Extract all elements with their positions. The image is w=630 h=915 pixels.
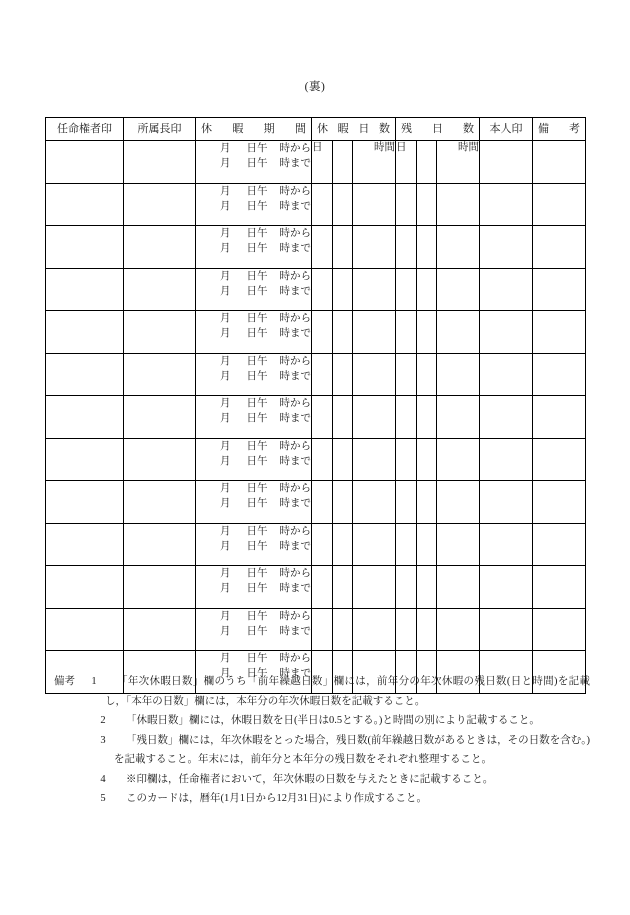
cell-remaining-hours-value[interactable] xyxy=(437,481,480,524)
cell-remaining-days-value[interactable] xyxy=(396,396,417,439)
cell-person-seal[interactable] xyxy=(480,183,533,226)
note-text: このカードは，暦年(1月1日から12月31日)により作成すること。 xyxy=(126,793,427,804)
cell-remaining-days-half[interactable] xyxy=(417,523,437,566)
note-number: 4 xyxy=(100,773,106,785)
unit-hours-label: 時間 xyxy=(458,142,480,153)
cell-remaining-days-half[interactable] xyxy=(417,141,437,184)
unit-days-label: 日 xyxy=(396,142,407,153)
cell-leave-hours-value[interactable] xyxy=(353,438,396,481)
table-row[interactable] xyxy=(46,141,586,184)
cell-leave-hours-value[interactable] xyxy=(353,268,396,311)
period-day-label: 日午 xyxy=(246,185,268,197)
period-day-label: 日午 xyxy=(246,610,268,622)
cell-appointer-seal[interactable] xyxy=(46,268,124,311)
cell-supervisor-seal[interactable] xyxy=(124,396,196,439)
period-month-label: 月 xyxy=(220,583,231,594)
period-time-label: 時まで xyxy=(279,455,311,467)
note-number: 3 xyxy=(100,734,106,746)
cell-remaining-days-value[interactable] xyxy=(396,523,417,566)
period-time-label: 時から xyxy=(279,228,311,239)
period-time-label: 時まで xyxy=(279,668,311,679)
period-month-label: 月 xyxy=(220,398,231,409)
cell-remaining-hours-value[interactable] xyxy=(437,608,480,651)
period-line-2 xyxy=(196,241,311,256)
table-row[interactable] xyxy=(46,608,586,651)
note-text: 「休暇日数」欄には，休暇日数を日(半日は0.5とする。)と時間の別により記載すること。 xyxy=(126,715,540,726)
cell-leave-days-half[interactable] xyxy=(333,141,353,184)
period-day-label: 日午 xyxy=(246,583,268,594)
period-month-label: 月 xyxy=(220,568,231,579)
header-leave-days-label: 休暇日数 xyxy=(317,123,391,135)
cell-remarks[interactable] xyxy=(533,438,586,481)
cell-remaining-days-value[interactable] xyxy=(396,481,417,524)
cell-person-seal[interactable] xyxy=(480,226,533,269)
period-line-1 xyxy=(196,481,311,496)
note-text: 「残日数」欄には，年次休暇をとった場合，残日数(前年繰越日数があるときは，その日数を含む。)を記載すること。年末には，前年分と本年分の残日数をそれぞれ整理すること。 xyxy=(114,734,590,765)
note-number: 1 xyxy=(91,676,97,687)
header-leave-period xyxy=(196,118,312,141)
period-line-2 xyxy=(196,624,311,639)
period-day-label: 日午 xyxy=(246,313,268,324)
cell-leave-period[interactable] xyxy=(196,438,312,481)
cell-leave-hours-value[interactable] xyxy=(353,608,396,651)
cell-appointer-seal[interactable] xyxy=(46,141,124,184)
cell-leave-days-value[interactable] xyxy=(312,608,333,651)
header-remaining-days-label: 残日数 xyxy=(401,123,475,135)
period-month-label: 月 xyxy=(220,285,231,297)
cell-remaining-hours-value[interactable] xyxy=(437,353,480,396)
period-month-label: 月 xyxy=(220,625,231,637)
period-month-label: 月 xyxy=(220,483,231,494)
table-row[interactable] xyxy=(46,481,586,524)
cell-remaining-days-half[interactable] xyxy=(417,396,437,439)
period-line-2 xyxy=(196,539,311,554)
cell-leave-days-half[interactable] xyxy=(333,353,353,396)
cell-supervisor-seal[interactable] xyxy=(124,268,196,311)
cell-remarks[interactable] xyxy=(533,481,586,524)
period-month-label: 月 xyxy=(220,498,231,509)
cell-leave-period[interactable] xyxy=(196,183,312,226)
period-month-label: 月 xyxy=(220,370,231,382)
cell-leave-period[interactable] xyxy=(196,481,312,524)
cell-leave-hours-value[interactable] xyxy=(353,141,396,184)
cell-person-seal[interactable] xyxy=(480,523,533,566)
period-line-2 xyxy=(196,199,311,214)
period-month-label: 月 xyxy=(220,653,231,664)
cell-leave-period[interactable] xyxy=(196,311,312,354)
period-month-label: 月 xyxy=(220,610,231,622)
cell-remaining-days-value[interactable] xyxy=(396,226,417,269)
cell-remaining-days-value[interactable] xyxy=(396,183,417,226)
period-day-label: 日午 xyxy=(246,243,268,254)
period-month-label: 月 xyxy=(220,185,231,197)
cell-remarks[interactable] xyxy=(533,311,586,354)
note-item xyxy=(92,711,590,731)
header-supervisor-seal xyxy=(124,118,196,141)
period-day-label: 日午 xyxy=(246,200,268,212)
cell-leave-hours-value[interactable] xyxy=(353,311,396,354)
period-month-label: 月 xyxy=(220,540,231,552)
cell-leave-days-half[interactable] xyxy=(333,608,353,651)
cell-leave-days-half[interactable] xyxy=(333,311,353,354)
note-text: 「年次休暇日数」欄のうち「前年繰越日数」欄には，前年分の年次休暇の残日数(日と時間)を記載し，「本年の日数」欄には，本年分の年次休暇日数を記載すること。 xyxy=(105,676,590,707)
note-text: ※印欄は，任命権者において，年次休暇の日数を与えたときに記載すること。 xyxy=(126,773,494,785)
cell-leave-period[interactable] xyxy=(196,566,312,609)
header-person-seal-label: 本人印 xyxy=(489,123,523,135)
unit-hours-label: 時間 xyxy=(374,142,396,153)
period-line-2 xyxy=(196,156,311,171)
period-line-2 xyxy=(196,496,311,511)
cell-person-seal[interactable] xyxy=(480,311,533,354)
period-line-1 xyxy=(196,439,311,454)
period-time-label: 時から xyxy=(279,270,311,282)
cell-remaining-hours-value[interactable] xyxy=(437,226,480,269)
period-month-label: 月 xyxy=(220,270,231,282)
cell-remarks[interactable] xyxy=(533,566,586,609)
period-day-label: 日午 xyxy=(246,568,268,579)
cell-leave-period[interactable] xyxy=(196,141,312,184)
cell-supervisor-seal[interactable] xyxy=(124,353,196,396)
cell-remaining-days-value[interactable] xyxy=(396,608,417,651)
period-time-label: 時から xyxy=(279,610,311,622)
period-day-label: 日午 xyxy=(246,370,268,382)
period-time-label: 時まで xyxy=(279,413,311,424)
period-day-label: 日午 xyxy=(246,440,268,452)
period-month-label: 月 xyxy=(220,200,231,212)
cell-remaining-days-half[interactable] xyxy=(417,438,437,481)
header-supervisor-seal-label: 所属長印 xyxy=(137,123,182,135)
cell-leave-days-value[interactable] xyxy=(312,481,333,524)
cell-leave-hours-value[interactable] xyxy=(353,481,396,524)
period-day-label: 日午 xyxy=(246,483,268,494)
period-time-label: 時から xyxy=(279,355,311,367)
cell-remarks[interactable] xyxy=(533,268,586,311)
period-line-1 xyxy=(196,609,311,624)
cell-leave-days-half[interactable] xyxy=(333,183,353,226)
cell-remaining-days-value[interactable] xyxy=(396,141,417,184)
period-day-label: 日午 xyxy=(246,355,268,367)
period-month-label: 月 xyxy=(220,440,231,452)
period-time-label: 時まで xyxy=(279,625,311,637)
period-line-1 xyxy=(196,651,311,666)
cell-leave-hours-value[interactable] xyxy=(353,566,396,609)
cell-appointer-seal[interactable] xyxy=(46,523,124,566)
period-day-label: 日午 xyxy=(246,328,268,339)
period-time-label: 時から xyxy=(279,483,311,494)
period-month-label: 月 xyxy=(220,243,231,254)
cell-leave-days-value[interactable] xyxy=(312,141,333,184)
period-line-1 xyxy=(196,566,311,581)
cell-remaining-hours-value[interactable] xyxy=(437,438,480,481)
cell-leave-period[interactable] xyxy=(196,523,312,566)
cell-leave-days-value[interactable] xyxy=(312,311,333,354)
period-time-label: 時から xyxy=(279,398,311,409)
cell-supervisor-seal[interactable] xyxy=(124,523,196,566)
period-day-label: 日午 xyxy=(246,653,268,664)
period-month-label: 月 xyxy=(220,228,231,239)
table-row[interactable] xyxy=(46,268,586,311)
cell-remarks[interactable] xyxy=(533,226,586,269)
period-time-label: 時まで xyxy=(279,285,311,297)
page-title: (裏) xyxy=(304,81,326,93)
cell-remaining-hours-value[interactable] xyxy=(437,183,480,226)
cell-remaining-days-half[interactable] xyxy=(417,566,437,609)
cell-remaining-days-value[interactable] xyxy=(396,353,417,396)
cell-leave-hours-value[interactable] xyxy=(353,183,396,226)
cell-remaining-days-value[interactable] xyxy=(396,311,417,354)
period-line-2 xyxy=(196,326,311,341)
period-time-label: 時から xyxy=(279,440,311,452)
cell-remaining-hours-value[interactable] xyxy=(437,566,480,609)
cell-supervisor-seal[interactable] xyxy=(124,311,196,354)
cell-leave-period[interactable] xyxy=(196,396,312,439)
cell-remaining-days-value[interactable] xyxy=(396,566,417,609)
table-header-row xyxy=(46,118,586,141)
header-leave-period-label: 休暇期間 xyxy=(201,123,306,135)
header-leave-days xyxy=(312,118,396,141)
period-time-label: 時まで xyxy=(279,498,311,509)
period-day-label: 日午 xyxy=(246,143,268,154)
table-body xyxy=(46,141,586,694)
cell-remaining-days-half[interactable] xyxy=(417,268,437,311)
cell-leave-period[interactable] xyxy=(196,353,312,396)
cell-person-seal[interactable] xyxy=(480,481,533,524)
period-line-1 xyxy=(196,396,311,411)
cell-leave-days-value[interactable] xyxy=(312,566,333,609)
period-line-1 xyxy=(196,311,311,326)
cell-leave-days-value[interactable] xyxy=(312,268,333,311)
notes-label: 備考 xyxy=(54,676,75,687)
period-month-label: 月 xyxy=(220,455,231,467)
table-row[interactable] xyxy=(46,523,586,566)
cell-appointer-seal[interactable] xyxy=(46,481,124,524)
cell-leave-days-half[interactable] xyxy=(333,566,353,609)
period-month-label: 月 xyxy=(220,328,231,339)
cell-supervisor-seal[interactable] xyxy=(124,438,196,481)
cell-remaining-hours-value[interactable] xyxy=(437,396,480,439)
period-day-label: 日午 xyxy=(246,498,268,509)
period-time-label: 時まで xyxy=(279,200,311,212)
cell-supervisor-seal[interactable] xyxy=(124,566,196,609)
header-remaining-days xyxy=(396,118,480,141)
period-day-label: 日午 xyxy=(246,540,268,552)
cell-remarks[interactable] xyxy=(533,523,586,566)
period-time-label: 時まで xyxy=(279,328,311,339)
period-line-2 xyxy=(196,284,311,299)
period-day-label: 日午 xyxy=(246,525,268,537)
cell-appointer-seal[interactable] xyxy=(46,353,124,396)
note-item xyxy=(92,789,590,809)
cell-appointer-seal[interactable] xyxy=(46,608,124,651)
header-appointer-seal-label: 任命権者印 xyxy=(57,123,112,135)
cell-person-seal[interactable] xyxy=(480,608,533,651)
cell-leave-days-half[interactable] xyxy=(333,523,353,566)
cell-person-seal[interactable] xyxy=(480,438,533,481)
table-row[interactable] xyxy=(46,183,586,226)
period-line-1 xyxy=(196,354,311,369)
table-row[interactable] xyxy=(46,311,586,354)
period-time-label: 時から xyxy=(279,143,311,154)
cell-remarks[interactable] xyxy=(533,353,586,396)
cell-remarks[interactable] xyxy=(533,141,586,184)
cell-leave-days-value[interactable] xyxy=(312,183,333,226)
period-time-label: 時まで xyxy=(279,243,311,254)
cell-remaining-days-half[interactable] xyxy=(417,481,437,524)
period-line-1 xyxy=(196,184,311,199)
note-number: 5 xyxy=(100,793,106,804)
table-row[interactable] xyxy=(46,353,586,396)
unit-days-label: 日 xyxy=(312,142,323,153)
cell-person-seal[interactable] xyxy=(480,268,533,311)
cell-remaining-hours-value[interactable] xyxy=(437,311,480,354)
cell-leave-period[interactable] xyxy=(196,226,312,269)
period-month-label: 月 xyxy=(220,668,231,679)
cell-remaining-hours-value[interactable] xyxy=(437,141,480,184)
cell-leave-period[interactable] xyxy=(196,608,312,651)
cell-remarks[interactable] xyxy=(533,608,586,651)
period-day-label: 日午 xyxy=(246,228,268,239)
cell-supervisor-seal[interactable] xyxy=(124,608,196,651)
note-item xyxy=(45,672,590,711)
header-remarks-label: 備考 xyxy=(538,123,581,135)
period-day-label: 日午 xyxy=(246,270,268,282)
period-line-1 xyxy=(196,269,311,284)
table-row[interactable] xyxy=(46,566,586,609)
cell-remaining-days-half[interactable] xyxy=(417,226,437,269)
period-day-label: 日午 xyxy=(246,285,268,297)
cell-leave-days-value[interactable] xyxy=(312,226,333,269)
cell-remaining-days-half[interactable] xyxy=(417,353,437,396)
cell-remaining-days-value[interactable] xyxy=(396,268,417,311)
cell-remaining-days-half[interactable] xyxy=(417,311,437,354)
notes-section xyxy=(45,672,590,809)
period-day-label: 日午 xyxy=(246,398,268,409)
period-time-label: 時から xyxy=(279,568,311,579)
table-row[interactable] xyxy=(46,226,586,269)
period-day-label: 日午 xyxy=(246,158,268,169)
header-person-seal xyxy=(480,118,533,141)
cell-leave-days-value[interactable] xyxy=(312,353,333,396)
period-line-2 xyxy=(196,411,311,426)
period-line-1 xyxy=(196,226,311,241)
period-line-1 xyxy=(196,141,311,156)
cell-remaining-hours-value[interactable] xyxy=(437,523,480,566)
cell-remaining-hours-value[interactable] xyxy=(437,268,480,311)
note-number: 2 xyxy=(100,715,106,726)
cell-leave-days-half[interactable] xyxy=(333,226,353,269)
header-remarks xyxy=(533,118,586,141)
period-line-2 xyxy=(196,369,311,384)
table-row[interactable] xyxy=(46,438,586,481)
cell-supervisor-seal[interactable] xyxy=(124,226,196,269)
cell-leave-days-value[interactable] xyxy=(312,396,333,439)
period-day-label: 日午 xyxy=(246,455,268,467)
cell-supervisor-seal[interactable] xyxy=(124,481,196,524)
cell-leave-hours-value[interactable] xyxy=(353,353,396,396)
period-day-label: 日午 xyxy=(246,625,268,637)
cell-remaining-days-half[interactable] xyxy=(417,608,437,651)
period-month-label: 月 xyxy=(220,413,231,424)
cell-appointer-seal[interactable] xyxy=(46,311,124,354)
cell-leave-hours-value[interactable] xyxy=(353,226,396,269)
period-day-label: 日午 xyxy=(246,668,268,679)
period-time-label: 時まで xyxy=(279,370,311,382)
period-time-label: 時まで xyxy=(279,158,311,169)
period-month-label: 月 xyxy=(220,355,231,367)
note-item xyxy=(92,731,590,770)
cell-appointer-seal[interactable] xyxy=(46,226,124,269)
cell-remarks[interactable] xyxy=(533,183,586,226)
cell-appointer-seal[interactable] xyxy=(46,396,124,439)
header-appointer-seal xyxy=(46,118,124,141)
period-month-label: 月 xyxy=(220,158,231,169)
period-month-label: 月 xyxy=(220,143,231,154)
note-item xyxy=(92,770,590,790)
leave-record-table xyxy=(45,117,586,694)
cell-supervisor-seal[interactable] xyxy=(124,141,196,184)
cell-appointer-seal[interactable] xyxy=(46,438,124,481)
cell-person-seal[interactable] xyxy=(480,396,533,439)
cell-remaining-days-half[interactable] xyxy=(417,183,437,226)
period-time-label: 時から xyxy=(279,653,311,664)
cell-leave-days-half[interactable] xyxy=(333,481,353,524)
cell-leave-days-value[interactable] xyxy=(312,438,333,481)
cell-leave-days-half[interactable] xyxy=(333,268,353,311)
period-time-label: 時から xyxy=(279,525,311,537)
cell-leave-hours-value[interactable] xyxy=(353,523,396,566)
period-line-2 xyxy=(196,581,311,596)
cell-appointer-seal[interactable] xyxy=(46,183,124,226)
period-line-2 xyxy=(196,454,311,469)
period-time-label: 時から xyxy=(279,185,311,197)
period-time-label: 時まで xyxy=(279,583,311,594)
period-time-label: 時から xyxy=(279,313,311,324)
cell-remarks[interactable] xyxy=(533,396,586,439)
cell-leave-days-half[interactable] xyxy=(333,396,353,439)
cell-person-seal[interactable] xyxy=(480,566,533,609)
period-month-label: 月 xyxy=(220,525,231,537)
period-day-label: 日午 xyxy=(246,413,268,424)
cell-person-seal[interactable] xyxy=(480,141,533,184)
cell-person-seal[interactable] xyxy=(480,353,533,396)
cell-leave-period[interactable] xyxy=(196,268,312,311)
period-month-label: 月 xyxy=(220,313,231,324)
cell-leave-hours-value[interactable] xyxy=(353,396,396,439)
cell-leave-days-value[interactable] xyxy=(312,523,333,566)
period-line-1 xyxy=(196,524,311,539)
period-time-label: 時まで xyxy=(279,540,311,552)
table-row[interactable] xyxy=(46,396,586,439)
cell-supervisor-seal[interactable] xyxy=(124,183,196,226)
cell-remaining-days-value[interactable] xyxy=(396,438,417,481)
cell-appointer-seal[interactable] xyxy=(46,566,124,609)
cell-leave-days-half[interactable] xyxy=(333,438,353,481)
